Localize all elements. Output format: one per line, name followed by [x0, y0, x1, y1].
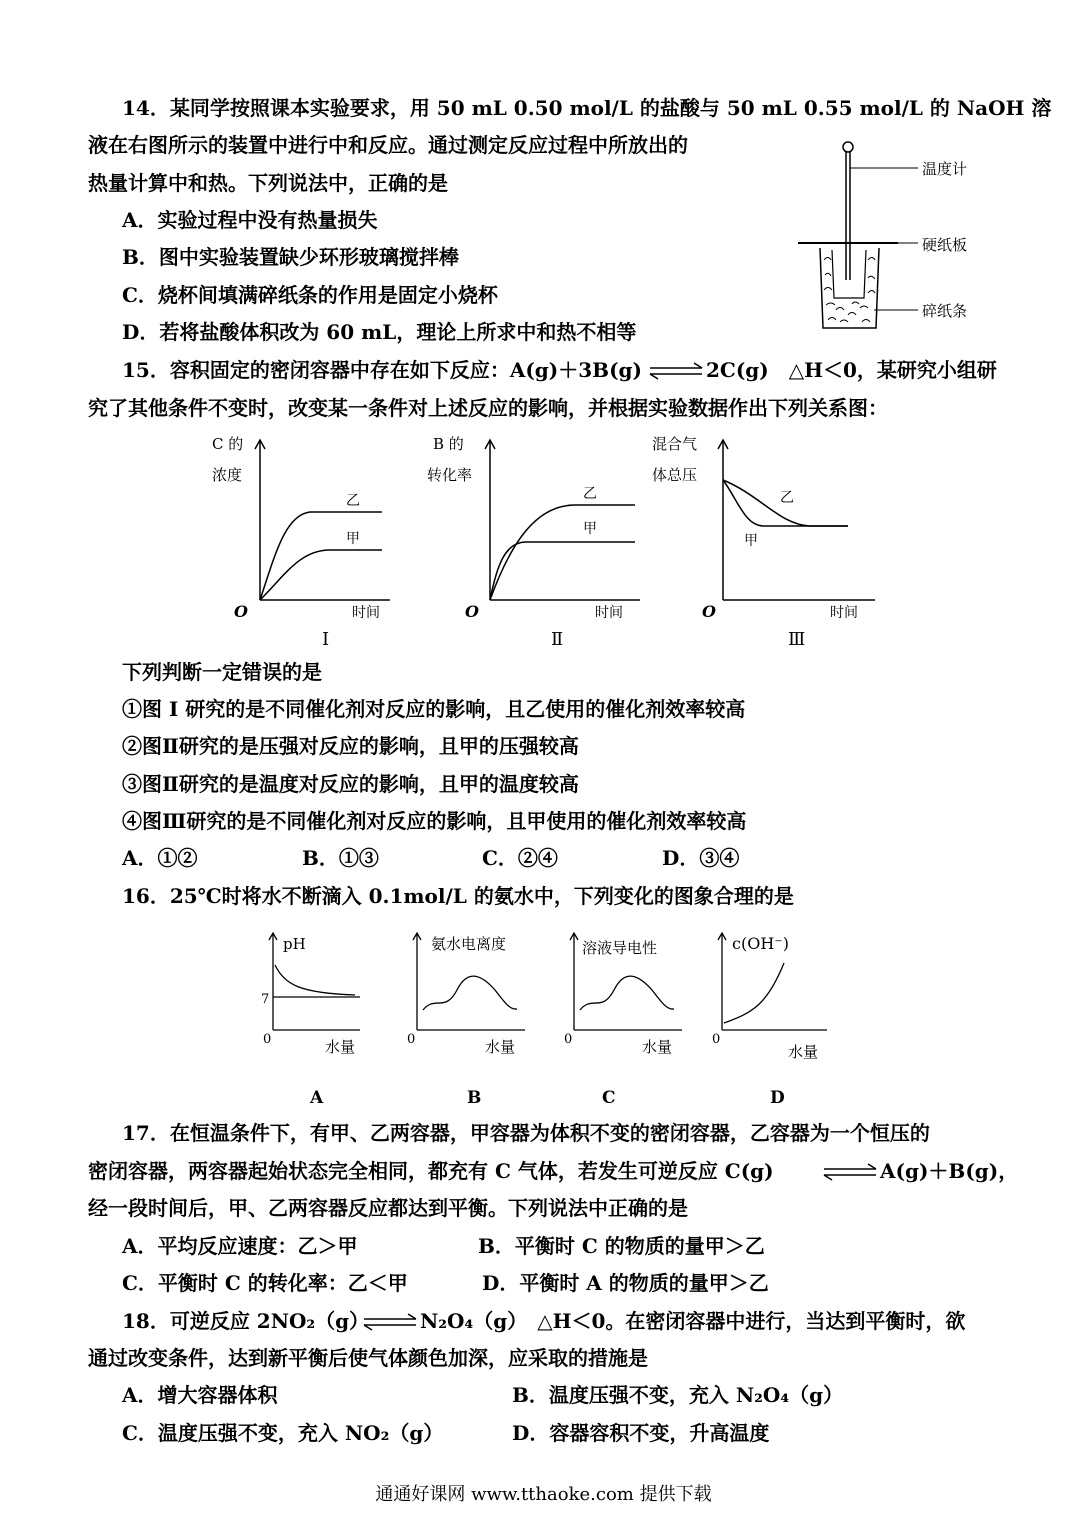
ph-curve	[275, 965, 355, 995]
series-yi-curve	[490, 505, 635, 600]
q17-option-d: D．平衡时 A 的物质的量甲＞乙	[482, 1271, 769, 1295]
q15-line1b: 2C(g) △H＜0，某研究小组研	[706, 358, 997, 382]
series-yi-curve	[260, 512, 382, 600]
ylabel: pH	[283, 935, 306, 953]
q15-judge: 下列判断一定错误的是	[122, 660, 322, 684]
q14-line3: 热量计算中和热。下列说法中，正确的是	[88, 171, 448, 195]
q15-chart-1	[200, 435, 400, 655]
origin-label: O	[702, 602, 716, 621]
q16-chart-a	[255, 925, 385, 1115]
ionization-curve	[423, 976, 517, 1010]
letter: B	[467, 1088, 482, 1108]
q15-option-d: D．③④	[662, 846, 740, 870]
xlabel: 水量	[642, 1038, 673, 1056]
paper-strips-label: 碎纸条	[922, 302, 968, 320]
q17-option-b: B．平衡时 C 的物质的量甲＞乙	[478, 1234, 765, 1258]
q17-option-a: A．平均反应速度：乙＞甲	[122, 1234, 358, 1258]
equilibrium-arrow-icon	[822, 1163, 878, 1181]
ylabel-line1: C 的	[212, 435, 244, 453]
series-jia-label: 甲	[744, 533, 758, 549]
q14-line1: 14．某同学按照课本实验要求，用 50 mL 0.50 mol/L 的盐酸与 50 mL 0.55 mol/L 的 NaOH 溶	[122, 96, 1052, 120]
ylabel: c(OH⁻)	[732, 934, 789, 953]
ylabel-line2: 转化率	[427, 466, 473, 484]
ylabel-line1: B 的	[433, 435, 464, 453]
q18-option-c: C．温度压强不变，充入 NO₂（g）	[122, 1421, 444, 1445]
oh-concentration-curve	[724, 963, 784, 1023]
q14-option-a: A．实验过程中没有热量损失	[122, 208, 378, 232]
q18-line1a: 18．可逆反应 2NO₂（g）	[122, 1309, 370, 1333]
cardboard-label: 硬纸板	[922, 236, 968, 254]
q15-item-4: ④图Ⅲ研究的是不同催化剂对反应的影响，且甲使用的催化剂效率较高	[122, 809, 747, 833]
conductivity-curve	[580, 976, 674, 1010]
series-jia-curve	[260, 550, 382, 600]
series-jia-label: 甲	[346, 531, 360, 547]
q18-line1b: N₂O₄（g） △H＜0。在密闭容器中进行，当达到平衡时，欲	[420, 1309, 966, 1333]
q17-line3: 经一段时间后，甲、乙两容器反应都达到平衡。下列说法中正确的是	[88, 1196, 688, 1220]
q17-line1: 17．在恒温条件下，有甲、乙两容器，甲容器为体积不变的密闭容器，乙容器为一个恒压的	[122, 1121, 930, 1145]
roman-label: Ⅱ	[551, 629, 564, 650]
roman-label: Ⅲ	[788, 629, 806, 650]
q15-line1a: 15．容积固定的密闭容器中存在如下反应：A(g)＋3B(g)	[122, 358, 642, 382]
series-yi-label: 乙	[346, 493, 360, 509]
q15-item-2: ②图Ⅱ研究的是压强对反应的影响，且甲的压强较高	[122, 734, 579, 758]
ylabel-line2: 体总压	[652, 466, 698, 484]
xlabel: 水量	[788, 1043, 819, 1061]
q15-option-c: C．②④	[482, 846, 558, 870]
q17-line2b: A(g)＋B(g)，	[880, 1159, 1019, 1183]
q16-chart-b	[405, 925, 535, 1115]
letter: C	[602, 1088, 616, 1108]
q18-option-a: A．增大容器体积	[122, 1383, 278, 1407]
q15-item-1: ①图 I 研究的是不同催化剂对反应的影响，且乙使用的催化剂效率较高	[122, 697, 746, 721]
xlabel: 水量	[325, 1038, 356, 1056]
q18-line2: 通过改变条件，达到新平衡后使气体颜色加深，应采取的措施是	[88, 1346, 648, 1370]
q18-option-d: D．容器容积不变，升高温度	[512, 1421, 770, 1445]
ylabel: 氨水电离度	[431, 935, 507, 953]
page-footer: 通通好课网 www.tthaoke.com 提供下载	[375, 1484, 712, 1505]
letter: D	[770, 1088, 785, 1108]
origin-label: 0	[712, 1032, 721, 1047]
xlabel: 水量	[485, 1038, 516, 1056]
ylabel-line2: 浓度	[212, 466, 243, 484]
ylabel-line1: 混合气	[652, 435, 698, 453]
q16-line1: 16．25℃时将水不断滴入 0.1mol/L 的氨水中，下列变化的图象合理的是	[122, 884, 794, 908]
equilibrium-arrow-icon	[648, 362, 704, 380]
xlabel: 时间	[352, 605, 380, 621]
series-jia-label: 甲	[583, 521, 597, 537]
xlabel: 时间	[595, 605, 623, 621]
q15-option-b: B．①③	[302, 846, 379, 870]
q18-option-b: B．温度压强不变，充入 N₂O₄（g）	[512, 1383, 844, 1407]
series-yi-label: 乙	[780, 490, 794, 506]
q14-line2: 液在右图所示的装置中进行中和反应。通过测定反应过程中所放出的	[88, 133, 688, 157]
roman-label: Ⅰ	[322, 629, 330, 650]
q15-option-a: A．①②	[122, 846, 198, 870]
q14-option-c: C．烧杯间填满碎纸条的作用是固定小烧杯	[122, 283, 498, 307]
q16-chart-d	[712, 925, 852, 1115]
q17-line2a: 密闭容器，两容器起始状态完全相同，都充有 C 气体，若发生可逆反应 C(g)	[88, 1159, 774, 1183]
series-yi-label: 乙	[583, 486, 597, 502]
origin-label: O	[234, 602, 248, 621]
q15-chart-2	[425, 435, 645, 655]
origin-label: O	[465, 602, 479, 621]
tick-7: 7	[261, 992, 270, 1007]
origin-label: 0	[263, 1032, 272, 1047]
origin-label: 0	[407, 1032, 416, 1047]
origin-label: 0	[564, 1032, 573, 1047]
letter: A	[310, 1088, 324, 1108]
q15-chart-3	[650, 435, 880, 655]
q15-item-3: ③图Ⅱ研究的是温度对反应的影响，且甲的温度较高	[122, 772, 579, 796]
thermometer-label: 温度计	[922, 160, 968, 178]
q16-chart-c	[562, 925, 692, 1115]
q17-option-c: C．平衡时 C 的转化率：乙＜甲	[122, 1271, 408, 1295]
q14-option-d: D．若将盐酸体积改为 60 mL，理论上所求中和热不相等	[122, 320, 637, 344]
xlabel: 时间	[830, 605, 858, 621]
q14-option-b: B．图中实验装置缺少环形玻璃搅拌棒	[122, 245, 459, 269]
q15-line2: 究了其他条件不变时，改变某一条件对上述反应的影响，并根据实验数据作出下列关系图：	[88, 396, 888, 420]
ylabel: 溶液导电性	[582, 939, 658, 957]
equilibrium-arrow-icon	[362, 1313, 418, 1331]
